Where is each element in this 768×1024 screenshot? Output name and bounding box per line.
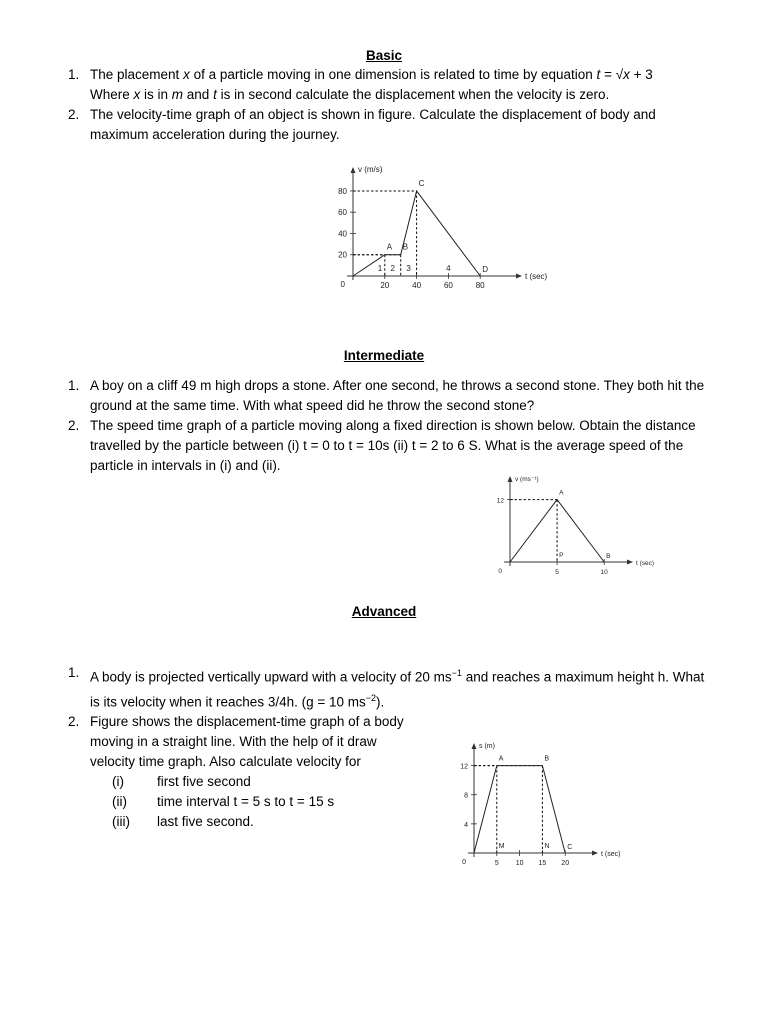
y-tick-label: 60 <box>338 208 347 218</box>
origin-label: 0 <box>462 859 466 866</box>
y-tick-label: 12 <box>496 497 504 505</box>
point-label: A <box>559 489 564 497</box>
y-axis-label: v (m/s) <box>358 165 383 174</box>
displacement-time-graph-advanced <box>452 736 621 867</box>
region-label: 4 <box>446 264 451 273</box>
series-line <box>474 766 565 853</box>
question-text: The velocity-time graph of an object is shown in figure. Calculate the displacement of body and maximum acceleration during the journey. <box>90 107 656 142</box>
question-text: The speed time graph of a particle moving along a fixed direction is shown below. Obtain the distance travelled by the particle between (i) t = 0 to t = 10s (ii) t = 2 to 6 S. What is the average speed of the particle in intervals in (i) and (ii). <box>90 418 696 473</box>
question-number: 2. <box>68 418 80 433</box>
sub-item-2: (ii) time interval t = 5 s to t = 15 s <box>112 794 335 809</box>
x-tick-label: 80 <box>475 281 485 290</box>
foot-label: M <box>498 843 505 850</box>
foot-label: P <box>559 552 564 559</box>
question-number: 1. <box>68 378 80 393</box>
region-label: 1 <box>377 264 383 273</box>
basic-question-2 <box>68 105 708 145</box>
y-tick-label: 4 <box>464 821 468 829</box>
question-number: 2. <box>68 714 80 729</box>
y-tick-label: 80 <box>338 186 347 196</box>
x-tick-label: 5 <box>494 860 499 867</box>
x-tick-label: 10 <box>515 860 524 867</box>
y-tick-label: 8 <box>464 792 468 800</box>
x-tick-label: 60 <box>443 281 453 290</box>
x-axis-label: t (sec) <box>636 560 655 567</box>
advanced-question-1 <box>68 663 708 712</box>
question-text: Figure shows the displacement-time graph of a body moving in a straight line. With the help of it draw velocity time graph. Also calculate velocity for <box>90 714 404 769</box>
x-axis-arrow <box>627 560 633 565</box>
y-tick-label: 20 <box>338 250 347 260</box>
y-axis-label: v (ms⁻¹) <box>515 476 539 483</box>
basic-question-list <box>68 65 708 145</box>
point-label: B <box>606 553 611 560</box>
x-axis-arrow <box>516 274 522 279</box>
point-label: B <box>402 242 409 252</box>
y-axis-arrow <box>508 476 513 482</box>
region-label: 3 <box>406 264 411 273</box>
question-number: 1. <box>68 665 80 680</box>
point-label: A <box>498 755 504 763</box>
point-label: B <box>544 755 550 763</box>
region-label: 2 <box>390 264 395 273</box>
x-tick-label: 20 <box>561 860 570 867</box>
x-axis-label: t (sec) <box>525 272 548 281</box>
intermediate-question-2 <box>68 416 708 476</box>
x-axis-arrow <box>592 851 598 856</box>
point-label: D <box>482 265 488 274</box>
intermediate-question-1 <box>68 376 708 416</box>
question-text: A body is projected vertically upward with a velocity of 20 $ms^{-1}$ and reaches a maximum height h. What is its velocity when it reaches 3/4h. (g = 10 $ms^{-2}$). <box>90 668 705 709</box>
y-tick-label: 40 <box>338 229 347 239</box>
y-axis-arrow <box>351 167 356 173</box>
question-number: 1. <box>68 67 80 82</box>
question-text: A boy on a cliff 49 m high drops a stone. After one second, he throws a second stone. They both hit the ground at the same time. With what speed did he throw the second stone? <box>90 378 705 413</box>
y-axis-arrow <box>472 743 477 749</box>
y-tick-label: 12 <box>460 763 468 771</box>
sub-item-1: (i) first five second <box>112 774 251 789</box>
sub-item-3: (iii) last five second. <box>112 814 254 829</box>
intermediate-question-list <box>68 376 708 476</box>
x-tick-label: 20 <box>380 281 390 290</box>
basic-question-1 <box>68 65 708 105</box>
point-label: C <box>418 178 425 188</box>
origin-label: 0 <box>340 280 345 289</box>
x-tick-label: 10 <box>600 569 608 576</box>
intermediate-heading: Intermediate <box>343 348 425 363</box>
x-tick-label: 40 <box>412 281 422 290</box>
x-axis-label: t (sec) <box>601 851 621 858</box>
velocity-time-graph-basic <box>330 150 548 295</box>
question-number: 2. <box>68 107 80 122</box>
x-tick-label: 5 <box>555 569 559 576</box>
point-label: C <box>567 844 573 851</box>
advanced-question-list <box>68 663 708 832</box>
point-label: A <box>386 242 393 252</box>
speed-time-graph-intermediate <box>480 474 655 579</box>
foot-label: N <box>544 843 550 850</box>
x-tick-label: 15 <box>538 860 547 867</box>
advanced-heading: Advanced <box>351 604 417 619</box>
question-text: The placement x of a particle moving in one dimension is related to time by equation t = √x + 3 Where x is in m and t is in second calculate the displacement when the velocity is zero. <box>90 67 653 102</box>
origin-label: 0 <box>498 568 502 575</box>
basic-heading: Basic <box>365 48 403 63</box>
y-axis-label: s (m) <box>479 743 495 750</box>
advanced-question-2 <box>68 712 708 772</box>
